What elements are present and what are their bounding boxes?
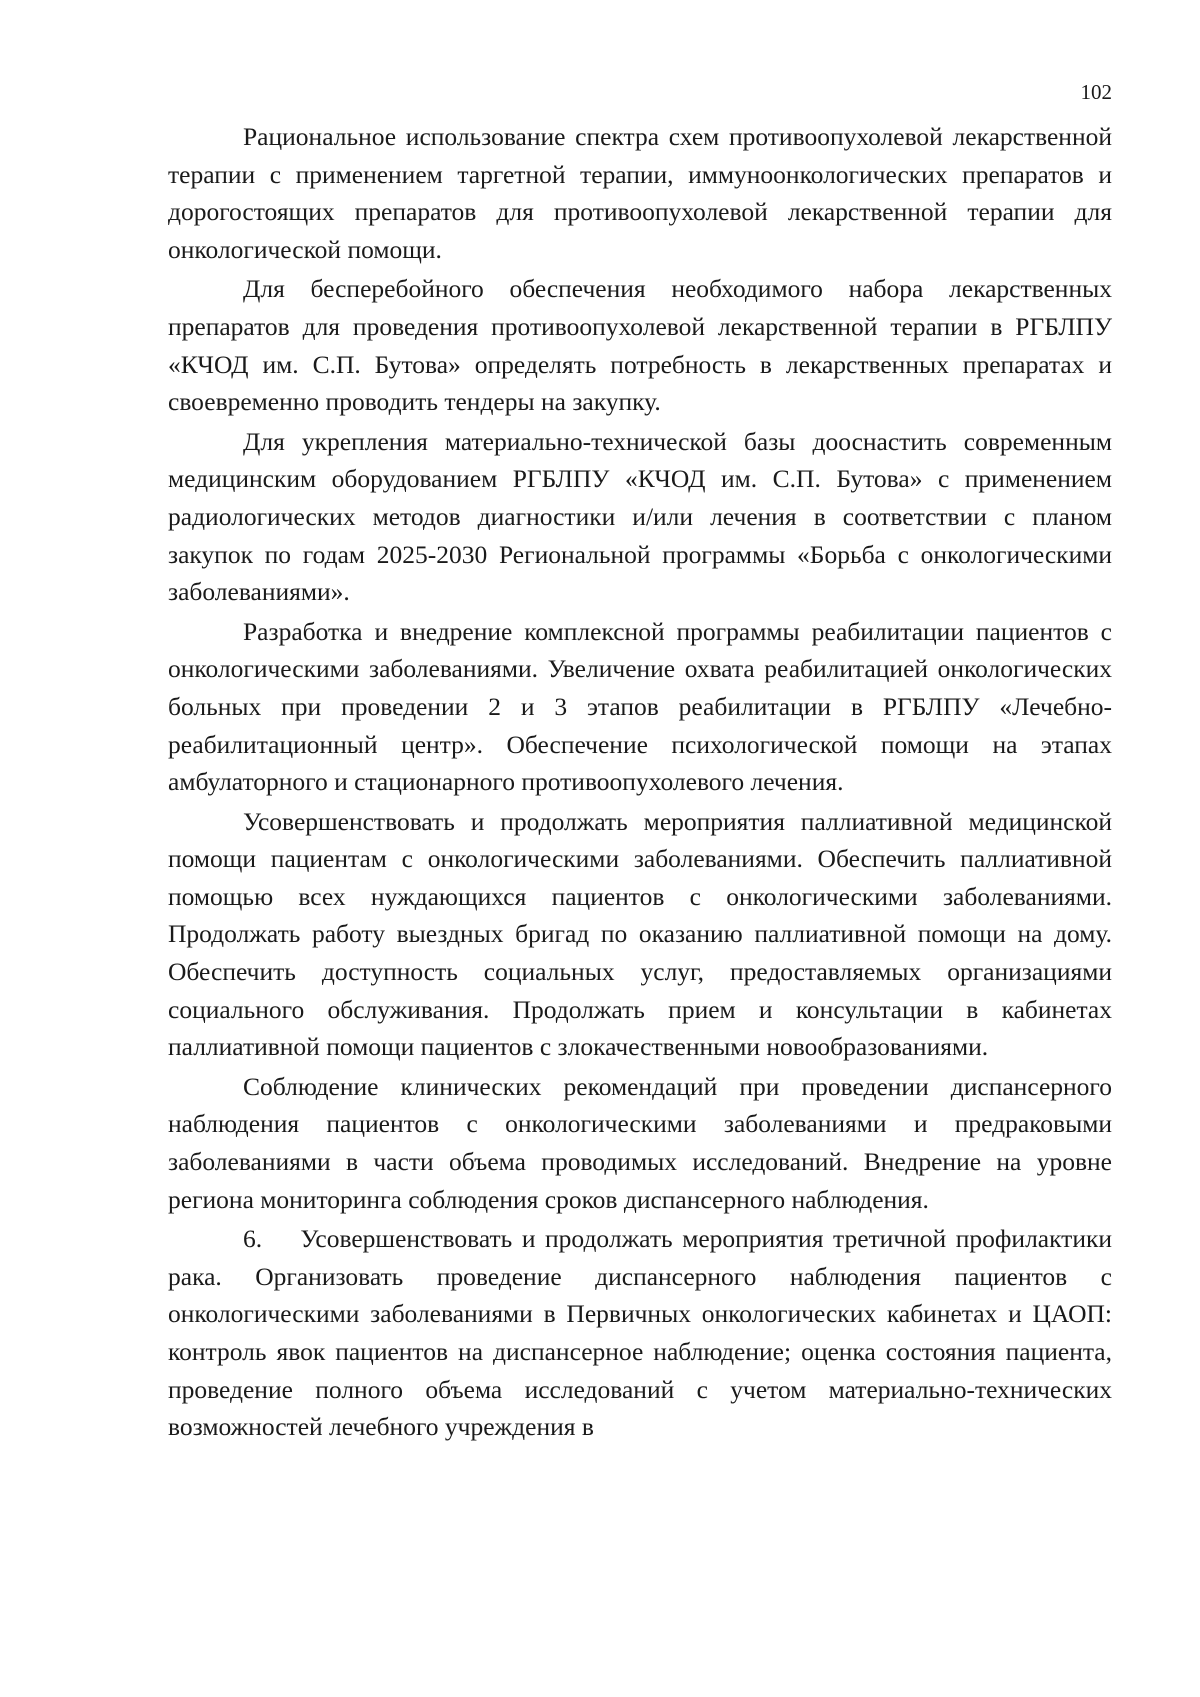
document-body bbox=[168, 118, 1112, 1446]
paragraph-anticancer-therapy: Рациональное использование спектра схем противоопухолевой лекарственной терапии с применением таргетной терапии, иммуноонкологических препаратов и дорогостоящих препаратов для противоопухолевой лекарственной терапии для онкологической помощи. bbox=[168, 122, 1112, 264]
paragraph-clinical-guidelines: Соблюдение клинических рекомендаций при проведении диспансерного наблюдения пациентов с онкологическими заболеваниями и предраковыми заболеваниями в части объема проводимых исследований. Внедрение на уровне региона мониторинга соблюдения сроков диспансерного наблюдения. bbox=[168, 1071, 1112, 1214]
page-number: 102 bbox=[1080, 80, 1112, 104]
paragraph-equipment: Для укрепления материально-технической базы дооснастить современным медицинским оборудованием РГБЛПУ «КЧОД им. С.П. Бутова» с применением радиологических методов диагностики и/или лечения в соответствии с планом закупок по годам 2025-2030 Региональной программы «Борьба с онкологическими заболеваниями». bbox=[168, 426, 1112, 607]
paragraph-tertiary-prevention: 6. Усовершенствовать и продолжать мероприятия третичной профилактики рака. Организовать проведение диспансерного наблюдения пациентов с онкологическими заболеваниями в Первичных онкологических кабинетах и ЦАОП: контроль явок пациентов на диспансерное наблюдение; оценка состояния пациента, проведение полного объема исследований с учетом материально-технических возможностей лечебного учреждения в bbox=[168, 1224, 1112, 1442]
paragraph-palliative-care: Усовершенствовать и продолжать мероприятия паллиативной медицинской помощи пациентам с онкологическими заболеваниями. Обеспечить паллиативной помощью всех нуждающихся пациентов с онкологическими заболеваниями. Продолжать работу выездных бригад по оказанию паллиативной помощи на дому. Обеспечить доступность социальных услуг, предоставляемых организациями социального обслуживания. Продолжать прием и консультации в кабинетах паллиативной помощи пациентов с злокачественными новообразованиями. bbox=[168, 806, 1112, 1062]
paragraph-rehabilitation: Разработка и внедрение комплексной программы реабилитации пациентов с онкологическими заболеваниями. Увеличение охвата реабилитацией онкологических больных при проведении 2 и 3 этапов реабилитации в РГБЛПУ «Лечебно-реабилитационный центр». Обеспечение психологической помощи на этапах амбулаторного и стационарного противоопухолевого лечения. bbox=[168, 616, 1112, 797]
paragraph-drug-supply: Для бесперебойного обеспечения необходимого набора лекарственных препаратов для проведения противоопухолевой лекарственной терапии в РГБЛПУ «КЧОД им. С.П. Бутова» определять потребность в лекарственных препаратах и своевременно проводить тендеры на закупку. bbox=[168, 274, 1112, 417]
